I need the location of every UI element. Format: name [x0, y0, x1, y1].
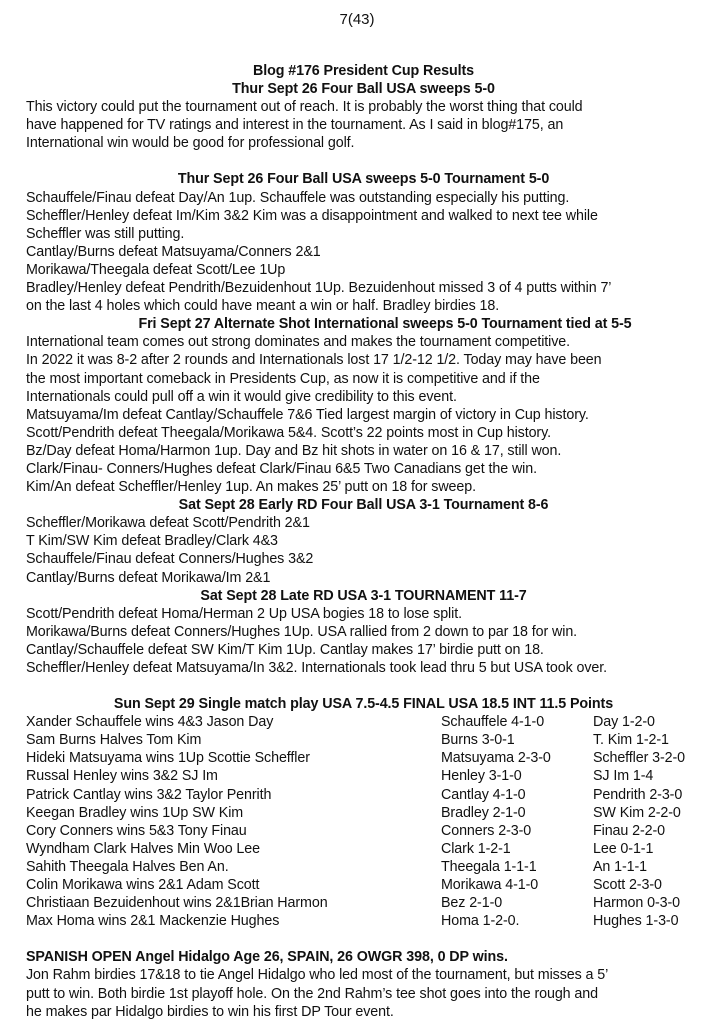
match-line: International team comes out strong dominates and makes the tournament competitive.: [26, 334, 571, 351]
table-row: [26, 876, 701, 894]
table-row: [26, 840, 701, 858]
match-result: Xander Schauffele wins 4&3 Jason Day: [26, 714, 274, 731]
usa-player-record: Clark 1-2-1: [441, 840, 511, 857]
match-line: the most important comeback in Presidents Cup, as now it is competitive and if the: [26, 370, 540, 387]
table-row: [26, 822, 701, 840]
table-row: [26, 786, 701, 804]
match-line: Morikawa/Theegala defeat Scott/Lee 1Up: [26, 261, 286, 278]
intl-player-record: Lee 0-1-1: [593, 840, 654, 857]
match-line: Bradley/Henley defeat Pendrith/Bezuidenhout 1Up. Bezuidenhout missed 3 of 4 putts within 7’: [26, 280, 612, 297]
intl-player-record: Finau 2-2-0: [593, 822, 666, 839]
paragraph-line: This victory could put the tournament out of reach. It is probably the worst thing that could: [26, 99, 583, 116]
blog-title: Blog #176 President Cup Results: [253, 63, 474, 79]
match-line: Scott/Pendrith defeat Homa/Herman 2 Up USA bogies 18 to lose split.: [26, 605, 462, 622]
section-heading: Sat Sept 28 Early RD Four Ball USA 3-1 Tournament 8-6: [178, 497, 549, 514]
match-result: Cory Conners wins 5&3 Tony Finau: [26, 822, 247, 839]
intl-player-record: SJ Im 1-4: [593, 768, 654, 785]
saturday-early-section: [26, 496, 701, 586]
intl-player-record: Harmon 0-3-0: [593, 895, 680, 912]
thursday-section: [26, 170, 701, 315]
match-result: Sahith Theegala Halves Ben An.: [26, 858, 229, 875]
sunday-section: [26, 695, 701, 930]
usa-player-record: Homa 1-2-0.: [441, 913, 520, 930]
intl-player-record: Pendrith 2-3-0: [593, 786, 683, 803]
singles-results-table: [26, 713, 701, 930]
match-result: Patrick Cantlay wins 3&2 Taylor Penrith: [26, 786, 272, 803]
match-result: Wyndham Clark Halves Min Woo Lee: [26, 840, 260, 857]
match-line: Cantlay/Burns defeat Morikawa/Im 2&1: [26, 569, 271, 586]
friday-section: [26, 315, 701, 496]
table-row: [26, 713, 701, 731]
paragraph-line: Jon Rahm birdies 17&18 to tie Angel Hidalgo who led most of the tournament, but misses a 5’: [26, 967, 609, 984]
saturday-late-section: [26, 587, 701, 677]
match-result: Christiaan Bezuidenhout wins 2&1Brian Harmon: [26, 895, 328, 912]
section-heading: Thur Sept 26 Four Ball USA sweeps 5-0 Tournament 5-0: [177, 171, 550, 188]
match-result: Max Homa wins 2&1 Mackenzie Hughes: [26, 913, 280, 930]
intl-player-record: Scott 2-3-0: [593, 877, 662, 894]
section-heading: Sat Sept 28 Late RD USA 3-1 TOURNAMENT 11-7: [200, 587, 527, 604]
usa-player-record: Morikawa 4-1-0: [441, 877, 539, 894]
match-line: In 2022 it was 8-2 after 2 rounds and Internationals lost 17 1/2-12 1/2. Today may have been: [26, 352, 602, 369]
section-heading: SPANISH OPEN Angel Hidalgo Age 26, SPAIN, 26 OWGR 398, 0 DP wins.: [26, 949, 508, 966]
match-line: Scheffler/Henley defeat Im/Kim 3&2 Kim was a disappointment and walked to next tee while: [26, 207, 598, 224]
match-line: Bz/Day defeat Homa/Harmon 1up. Day and Bz hit shots in water on 16 & 17, still won.: [26, 442, 562, 459]
table-row: [26, 749, 701, 767]
page-number: 7(43): [339, 11, 375, 28]
usa-player-record: Burns 3-0-1: [441, 732, 515, 749]
table-row: [26, 912, 701, 930]
table-row: [26, 731, 701, 749]
usa-player-record: Matsuyama 2-3-0: [441, 750, 551, 767]
match-line: Matsuyama/Im defeat Cantlay/Schauffele 7&6 Tied largest margin of victory in Cup history.: [26, 406, 589, 423]
table-row: [26, 804, 701, 822]
match-line: Scott/Pendrith defeat Theegala/Morikawa 5&4. Scott’s 22 points most in Cup history.: [26, 424, 551, 441]
match-line: on the last 4 holes which could have meant a win or half. Bradley birdies 18.: [26, 298, 500, 315]
match-result: Hideki Matsuyama wins 1Up Scottie Scheffler: [26, 750, 310, 767]
match-line: Schauffele/Finau defeat Day/An 1up. Schauffele was outstanding especially his putting.: [26, 189, 570, 206]
section-heading: Sun Sept 29 Single match play USA 7.5-4.5 FINAL USA 18.5 INT 11.5 Points: [113, 696, 614, 713]
match-result: Keegan Bradley wins 1Up SW Kim: [26, 804, 244, 821]
match-result: Sam Burns Halves Tom Kim: [26, 732, 202, 749]
match-line: T Kim/SW Kim defeat Bradley/Clark 4&3: [26, 533, 278, 550]
intl-player-record: Scheffler 3-2-0: [593, 750, 686, 767]
spacer: [26, 930, 701, 948]
paragraph-line: International win would be good for professional golf.: [26, 135, 355, 152]
table-row: [26, 858, 701, 876]
intl-player-record: T. Kim 1-2-1: [593, 732, 669, 749]
usa-player-record: Henley 3-1-0: [441, 768, 522, 785]
spanish-open-section: [26, 948, 701, 1020]
intl-player-record: An 1-1-1: [593, 858, 648, 875]
usa-player-record: Schauffele 4-1-0: [441, 714, 545, 731]
paragraph-line: he makes par Hidalgo birdies to win his first DP Tour event.: [26, 1003, 394, 1020]
match-line: Morikawa/Burns defeat Conners/Hughes 1Up. USA rallied from 2 down to par 18 for win.: [26, 623, 578, 640]
match-line: Scheffler/Morikawa defeat Scott/Pendrith 2&1: [26, 515, 310, 532]
usa-player-record: Theegala 1-1-1: [441, 858, 537, 875]
usa-player-record: Conners 2-3-0: [441, 822, 532, 839]
match-line: Scheffler/Henley defeat Matsuyama/In 3&2. Internationals took lead thru 5 but USA took over.: [26, 660, 608, 676]
usa-player-record: Bez 2-1-0: [441, 895, 503, 912]
match-line: Scheffler was still putting.: [26, 225, 185, 242]
document-body: [26, 62, 701, 1021]
match-line: Clark/Finau- Conners/Hughes defeat Clark/Finau 6&5 Two Canadians get the win.: [26, 460, 537, 477]
table-row: [26, 767, 701, 785]
section-heading: Fri Sept 27 Alternate Shot International sweeps 5-0 Tournament tied at 5-5: [138, 316, 632, 333]
match-result: Colin Morikawa wins 2&1 Adam Scott: [26, 877, 260, 894]
match-line: Internationals could pull off a win it would give credibility to this event.: [26, 388, 457, 405]
usa-player-record: Cantlay 4-1-0: [441, 786, 526, 803]
spacer: [26, 152, 701, 170]
paragraph-line: putt to win. Both birdie 1st playoff hole. On the 2nd Rahm’s tee shot goes into the rough and: [26, 985, 598, 1002]
table-row: [26, 894, 701, 912]
match-line: Cantlay/Burns defeat Matsuyama/Conners 2&1: [26, 243, 321, 260]
match-line: Schauffele/Finau defeat Conners/Hughes 3&2: [26, 551, 314, 568]
intro-section: [26, 80, 701, 152]
intl-player-record: Day 1-2-0: [593, 714, 655, 731]
paragraph-line: have happened for TV ratings and interest in the tournament. As I said in blog#175, an: [26, 117, 564, 134]
intl-player-record: Hughes 1-3-0: [593, 913, 679, 930]
usa-player-record: Bradley 2-1-0: [441, 804, 526, 821]
match-line: Cantlay/Schauffele defeat SW Kim/T Kim 1Up. Cantlay makes 17’ birdie putt on 18.: [26, 641, 544, 658]
spacer: [26, 677, 701, 695]
match-line: Kim/An defeat Scheffler/Henley 1up. An makes 25’ putt on 18 for sweep.: [26, 479, 476, 496]
section-heading: Thur Sept 26 Four Ball USA sweeps 5-0: [232, 81, 495, 98]
match-result: Russal Henley wins 3&2 SJ Im: [26, 768, 218, 785]
intl-player-record: SW Kim 2-2-0: [593, 804, 681, 821]
